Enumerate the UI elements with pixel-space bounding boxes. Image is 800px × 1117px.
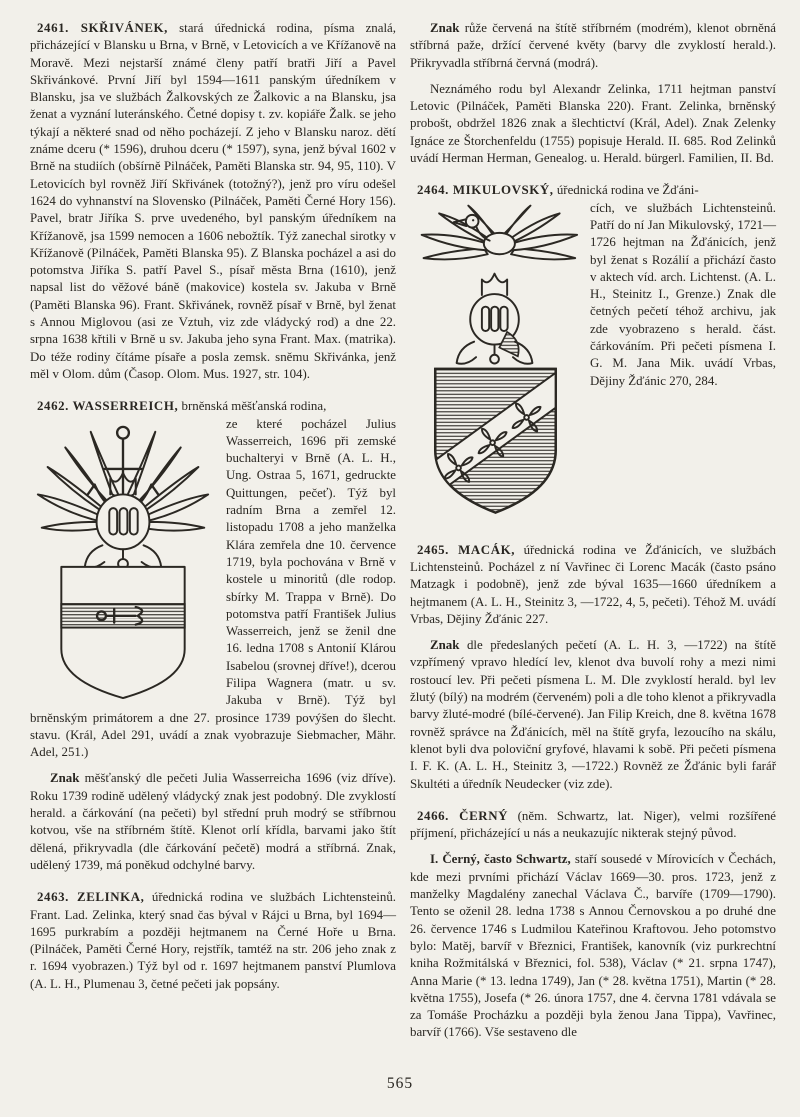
entry-2465-blazon-text: dle předeslaných pečetí (A. L. H. 3, —1722) na štítě vzpřímený vpravo hledící lev, klenot dva buvolí rohy a mezi nimi rostoucí lev. Při pečeti písmena L. M. Dle zvyklostí herald. byl lev žlutý (bílý) na modrém (červeném) poli a dle toho klenot a přikryvadla barvy žluté-modré (bílé-červené). Jan Filip Kreich, dne 8. května 1678 rovněž správce na Žďánicích, měl na štítě gryfa, lezoucího na skálu, klenot byli dva poloviční gryfové, hlavami k sobě. Při pečeti písmena I. F. K. (A. L. H., Steinitz 3, —1722.) Rovněž ze Žďánic byli farář Skultéti a úředník Neudecker (viz zde).: [410, 638, 776, 791]
entry-2463-continuation-text: Neznámého rodu byl Alexandr Zelinka, 1711 hejtman panství Letovic (Pilnáček, Paměti Blanska 220). Frant. Zelinka, brněnský probošt, obdržel 1826 znak a šlechtictví (Král, Adel). Znak Zelenky Ignáce ze Štorchenfeldu (1755) popisuje Herald. II. 685. Rod Zelinků uvádí Herman Herman, Genealog. u. Herald. bürgerl. Familien, II. Bd.: [410, 81, 776, 166]
entry-2465: [410, 542, 776, 628]
entry-2464-first-line: úřednická rodina ve Žďáni-: [556, 183, 699, 198]
blazon-label: Znak: [430, 638, 460, 653]
entry-2466-body: (něm. Schwartz, lat. Niger), velmi rozšířené příjmení, přicházející u nás a neukazujíc nikterak stejný původ.: [410, 808, 776, 841]
entry-2463-continuation: [410, 81, 776, 167]
entry-2463-body: úřednická rodina ve službách Lichtensteinů. Frant. Lad. Zelinka, který snad čas býval v Rájci u Brna, byl 1694—1695 purkrabím a později hejtmanem na Černé Hoře u Brna. (Pilnáček, Paměti Černé Hory, rejstřík, tamtéž na str. 206 jeho znak z r. 1694 vyobrazen.) Týž byl od r. 1697 hejtmanem panství Plumlova (A. L. H., Plumenau 3, četné pečeti jak popsány.: [30, 890, 396, 991]
entry-2464-body: cích, ve službách Lichtensteinů. Patří do ní Jan Mikulovský, 1721—1726 hejtman na Žďánicích, jenž byl ženat s Rozálií a přichází často v aktech víd. arch. Lichtenst. (A. L. H., Steinitz I., Grenze.) Znak dle četných pečetí téhož archivu, jak zde vyobrazeno s herald. část. čárkováním. Při pečeti písmena I. G. M. Jana Mik. uvádí Vrbas, Dějiny Žďánic 270, 284.: [590, 200, 776, 388]
page-number: 565: [386, 1075, 414, 1092]
entry-2461-body: stará úřednická rodina, písma znalá, přicházející v Blansku u Brna, v Brně, v Letovicích a ve Křížanově na Moravě. Mezi nejstarší známé členy patří bratři Jiří a Pavel Skřivánkové. První Jiří byl 1594—1611 panským úředníkem v Blansku, jsa ve službách Žalkovských ze Žalkovic a na Blansku, jsa ženat a vyznání luteránského. Četné dopisy t. zv. kopiáře Žalk. se jeho týkají a některé snad od něho pocházejí. Z jeho v Blansku naroz. dětí známe dceru (* 1596), druhou dceru (* 1597), syna, jenž býval 1602 v Brně na studiích (obšírně Pilnáček, Paměti Blanska str. 94, 95, 110). V Letovicích byl rovněž Jiří Skřivánek (totožný?), jenž pro víru odešel 1624 do vyhnanství na Slovensko (Pilnáček, Paměti Černé Hory 156). Pavel, bratr Jiříka S. prve uvedeného, byl panským úředníkem na Křížanově, jsa 1599 nemocen a 1606 nebožtík. Týž zanechal sirotky v Křížanově (Pilnáček, Paměti Blanska 95). Z Blanska pocházel a asi do potomstva Jiříka S. patří Pavel S., písař města Brna (1610), jenž napsal list do věžové báně (makovice) kostela sv. Jakuba v Brně (Paměti Blanska 96). Frant. Skřivánek, rovněž písař v Brně, byl ženat s Annou Miglovou (asi ze Vztuh, viz zde vládycký rod) a dne 22. srpna 1638 křtili v Brně u sv. Jakuba jeho syna Frant. Max. (matrika). Do téže rodiny čítáme písaře a posla zemsk. sněmu Skřivánka, jenž měl v Olom. dům (Časop. Olom. Mus. 1927, str. 104).: [30, 21, 397, 381]
entry-2466-branch-body: staří sousedé v Mírovicích v Čechách, kde mezi prvními přichází Václav 1669—30. pros. 1723, jenž z manželky Magdalény zanechal Václava Č., barvíře (1709—1790). Tento se oženil 28. ledna 1738 s Annou Černovskou a po druhé dne 26. července 1746 s Ludmilou Kateřinou Kraftovou. Jeho potomstvo bylo: Matěj, barvíř v Březnici, František, kanovník (viz purkrechtní kniha Rožmitálská v Březnici, fol. 538), Václav (* 21. srpna 1747), Anna Marie (* 13. ledna 1749), Jan (* 28. května 1751), Martin (* 28. května 1755), Josefa (* 26. února 1757, dne 4. června 1781 vdávala se za Tomáše Procházku a později byla ženou Jana Tippa), Vavřinec, barvíř (1766). Vše sestaveno dle: [410, 852, 776, 1040]
entry-2465-blazon: [410, 637, 776, 793]
entry-2462-body: ze které pocházel Julius Wasserreich, 1696 při zemské buchalteryi v Brně (A. L. H., Ung. Ostraa 5, 1671, gedruckte Quittungen, pečeť). Týž byl radním Brna a zemřel 12. listopadu 1708 a jeho manželka Klára zemřela dne 10. července 1719, byla pochována v Brně v kostele u minoritů (dle rodop. sbírky M. Trappa v Brně). Do potomstva patří František Julius Wasserreich, jenž se ženil dne 16. ledna 1708 s Antonií Klárou Isabelou (srovnej dříve!), dcerou Filipa Wagnera (matr. u sv. Jakuba v Brně). Týž byl brněnským primátorem a dne 27. prosince 1739 povýšen do šlecht. stavu. (Král, Adel 291, uvádí a znak vyobrazuje Siebmacher, Mähr. Adel, 251.): [30, 416, 396, 760]
wasserreich-coat-of-arms-icon: [30, 419, 216, 703]
entry-2464-heading-line: [410, 182, 776, 199]
blazon-label: Znak: [430, 21, 460, 35]
left-column: [30, 20, 396, 1042]
entry-2465-heading: 2465. MACÁK,: [417, 542, 516, 557]
entry-2466-branch-1: [410, 851, 776, 1041]
entry-2461: [30, 20, 396, 383]
entry-2466: [410, 808, 776, 843]
entry-2463: [30, 889, 396, 993]
entry-2462-heading: 2462. WASSERREICH,: [37, 399, 179, 414]
entry-2462-illustrated-body: [30, 416, 396, 762]
entry-2463-heading: 2463. ZELINKA,: [37, 890, 145, 905]
entry-2462-heading-line: [30, 398, 396, 415]
entry-2466-heading: 2466. ČERNÝ: [417, 808, 509, 823]
entry-2464-heading: 2464. MIKULOVSKÝ,: [417, 183, 554, 198]
right-column: [410, 20, 776, 1042]
blazon-label: Znak: [50, 771, 80, 786]
entry-2463-blazon: [410, 20, 776, 72]
entry-2466-branch-heading: I. Černý, často Schwartz,: [430, 852, 571, 867]
entry-2462-first-line: brněnská měšťanská rodina,: [181, 399, 327, 414]
mikulovsky-coat-of-arms-icon: [410, 203, 580, 525]
entry-2463-blazon-text: růže červená na štítě stříbrném (modrém), klenot obrněná stříbrná paže, držící červené květy (barvy dle zvyklostí herald.). Přikryvadla stříbrná červná (modrá).: [410, 21, 776, 70]
entry-2464-illustrated-body: [410, 200, 776, 527]
entry-2465-body: úřednická rodina ve Žďánicích, ve službách Lichtensteinů. Pocházel z ní Vavřinec či Lorenc Macák (často psáno Matzagk i podobně), jenž zde býval 1635—1660 úředníkem a hejtmanem (A. L. H., Steinitz 3, —1722, 4, 5, pečeti). Téhož M. uvádí Vrbas, Dějiny Žďánic 227.: [410, 542, 776, 626]
entry-2462-blazon-text: měšťanský dle pečeti Julia Wasserreicha 1696 (viz dříve). Roku 1739 rodině udělený vládycký znak jest podobný. Dle zvyklostí herald. a čárkování (na pečeti) byl střední pruh modrý se stříbrnou kotvou, vše na stříbrném štítě. Klenot orlí křídla, barvami jako štít dělená, přikryvadla (dle čárkování pečetě) modrá a stříbrná. Znak, udělený 1739, má poněkud odchylné barvy.: [30, 771, 396, 872]
two-column-text: [30, 20, 776, 1042]
entry-2462-blazon: [30, 770, 396, 874]
entry-2461-heading: 2461. SKŘIVÁNEK,: [37, 21, 168, 35]
